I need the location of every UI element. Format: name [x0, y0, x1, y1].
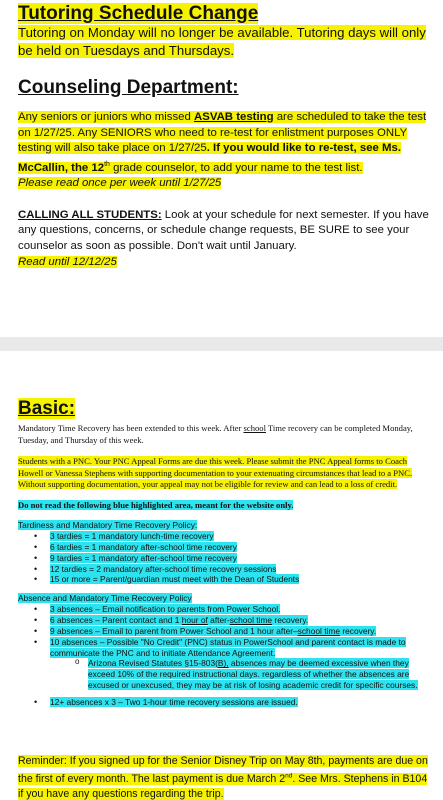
list-item: • 12+ absences x 3 – Two 1-hour time recovery sessions are issued. — [50, 697, 429, 708]
reminder-paragraph: Reminder: If you signed up for the Senior Disney Trip on May 8th, payments are due on the first of every month. The last payment is due March 2nd. See Mrs. Stephens in B104 if you have any questions regarding the trip. — [18, 754, 428, 800]
list-item: • 3 absences – Email notification to parents from Power School. — [50, 604, 429, 615]
basic-heading: Basic: — [18, 398, 76, 419]
list-item: • 9 tardies = 1 mandatory after-school time recovery — [50, 553, 429, 564]
list-item: • 12 tardies = 2 mandatory after-school time recovery sessions — [50, 564, 429, 575]
pnc-paragraph: Students with a PNC. Your PNC Appeal Forms are due this week. Please submit the PNC Appeal forms to Coach Howell or Vanessa Stephens with supporting documentation to your extenuating circumstances that lead to a PNC. Without supporting documentation, your appeal may not be eligible for review and can lead to a loss of credit. — [18, 456, 413, 489]
asvab-paragraph: Any seniors or juniors who missed ASVAB testing are scheduled to take the test on 1/27/25. Any SENIORS who need to re-test for enlistment purposes ONLY testing will also take place on 1/27/25. If you would like to re-test, see Ms. McCallin, the 12th grade counselor, to add your name to the test list. Please read once per week until 1/27/25 — [18, 111, 427, 190]
list-item: • 6 absences – Parent contact and 1 hour of after-school time recovery. — [50, 615, 429, 626]
absence-heading: Absence and Mandatory Time Recovery Policy — [18, 593, 192, 604]
asvab-read-note: Please read once per week until 1/27/25 — [18, 177, 222, 190]
document-page-2 — [0, 351, 443, 800]
calling-read-note: Read until 12/12/25 — [18, 255, 117, 268]
tutoring-paragraph: Tutoring on Monday will no longer be available. Tutoring days will only be held on Tuesdays and Thursdays. — [18, 25, 426, 58]
tutoring-heading: Tutoring Schedule Change — [18, 3, 259, 24]
list-item: • 6 tardies = 1 mandatory after-school time recovery — [50, 542, 429, 553]
absence-list — [18, 604, 429, 707]
list-item: • 9 absences – Email to parent from Power School and 1 hour after–school time recovery. — [50, 626, 429, 637]
tardiness-list — [18, 531, 429, 585]
calling-paragraph: CALLING ALL STUDENTS: Look at your schedule for next semester. If you have any questions, concerns, or schedule change requests, BE SURE to see your counselor as soon as possible. Don't wait until January. Read until 12/12/25 — [18, 208, 429, 268]
document-page-1 — [0, 0, 443, 337]
absence-sublist — [50, 658, 429, 690]
list-item: • 15 or more = Parent/guardian must meet with the Dean of Students — [50, 574, 429, 585]
list-item: o Arizona Revised Statutes §15-803(B), absences may be deemed excessive when they exceed 10% of the required instructional days. regardless of whether the absences are excused or unexcused, they may be at risk of losing academic credit for specific courses. — [88, 658, 429, 690]
tardiness-heading: Tardiness and Mandatory Time Recovery Policy: — [18, 520, 198, 530]
website-only-note: Do not read the following blue highlighted area, meant for the website only. — [18, 499, 294, 510]
counseling-heading: Counseling Department: — [18, 77, 239, 98]
list-item: • 10 absences – Possible "No Credit" (PNC) status in PowerSchool and parent contact is made to communicate the PNC and to initiate Attendance Agreement. o Arizona Revised Statutes §15-803(B), absences may be deemed excessive when they exceed 10% of the required instructional days. regardless of whether the absences are excused or unexcused, they may be at risk of losing academic credit for specific courses. — [50, 637, 429, 691]
mtr-paragraph: Mandatory Time Recovery has been extended to this week. After school Time recovery can be completed Monday, Tuesday, and Thursday of this week. — [18, 423, 413, 445]
list-item: • 3 tardies = 1 mandatory lunch-time recovery — [50, 531, 429, 542]
asvab-testing-link[interactable]: ASVAB testing — [194, 111, 274, 123]
